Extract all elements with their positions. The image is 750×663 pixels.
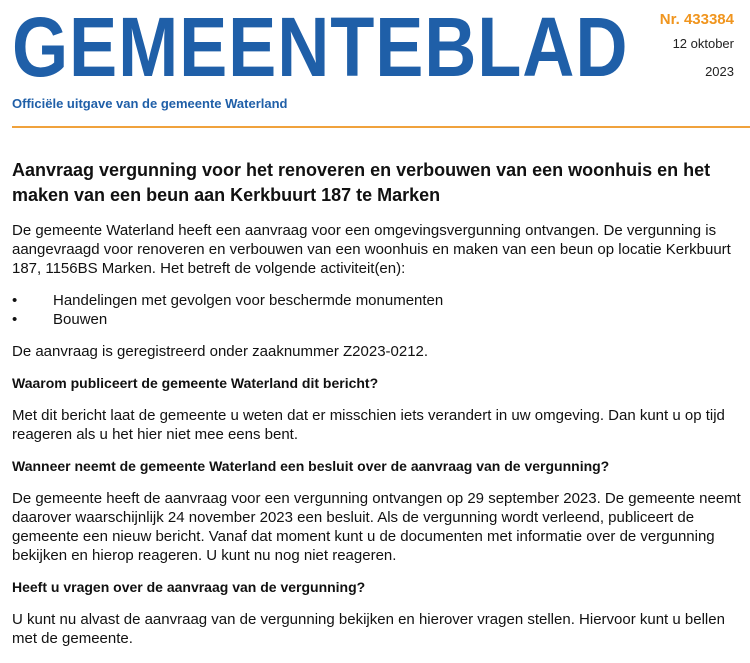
issue-year: 2023: [705, 64, 734, 79]
registration-text: De aanvraag is geregistreerd onder zaaknummer Z2023-0212.: [12, 343, 429, 360]
list-item: [12, 291, 742, 310]
section-text: De gemeente heeft de aanvraag voor een vergunning ontvangen op 29 september 2023. De gemeente neemt daarover waarschijnlijk 24 november 2023 een besluit. Als de vergunning wordt verleend, publiceert de gemeente een nieuw bericht. Vanaf dat moment kunt u de documenten met informatie over de vergunning bekijken en hierop reageren. U kunt nu nog niet reageren.: [12, 490, 741, 564]
section-heading: Waarom publiceert de gemeente Waterland dit bericht?: [12, 375, 379, 391]
bullet-icon: •: [12, 311, 18, 328]
activity-label: Bouwen: [53, 311, 108, 328]
section-text: U kunt nu alvast de aanvraag van de vergunning bekijken en hierover vragen stellen. Hiervoor kunt u bellen met de gemeente.: [12, 611, 725, 647]
article: [12, 158, 742, 661]
section-heading: Heeft u vragen over de aanvraag van de vergunning?: [12, 579, 366, 595]
publication-title: GEMEENTEBLAD: [12, 0, 629, 94]
header-divider: [12, 126, 750, 128]
list-item: [12, 310, 742, 329]
issue-info: [660, 10, 734, 86]
activity-list: [12, 291, 742, 329]
bullet-icon: •: [12, 292, 18, 309]
article-title: Aanvraag vergunning voor het renoveren en verbouwen van een woonhuis en het maken van een beun aan Kerkbuurt 187 te Marken: [12, 160, 711, 205]
issue-number: Nr. 433384: [659, 11, 734, 28]
issue-date: 12 oktober: [672, 36, 734, 51]
section-text: Met dit bericht laat de gemeente u weten dat er misschien iets verandert in uw omgeving. Dan kunt u op tijd reageren als u het hier niet mee eens bent.: [12, 407, 725, 443]
article-intro: De gemeente Waterland heeft een aanvraag voor een omgevingsvergunning ontvangen. De vergunning is aangevraagd voor renoveren en verbouwen van een woonhuis en maken van een beun op locatie Kerkbuurt 187, 1156BS Marken. Het betreft de volgende activiteit(en):: [12, 222, 731, 277]
masthead: [0, 0, 750, 128]
publication-tagline: Officiële uitgave van de gemeente Waterland: [12, 96, 288, 111]
section-heading: Wanneer neemt de gemeente Waterland een besluit over de aanvraag van de vergunning?: [12, 458, 610, 474]
activity-label: Handelingen met gevolgen voor beschermde monumenten: [53, 292, 444, 309]
